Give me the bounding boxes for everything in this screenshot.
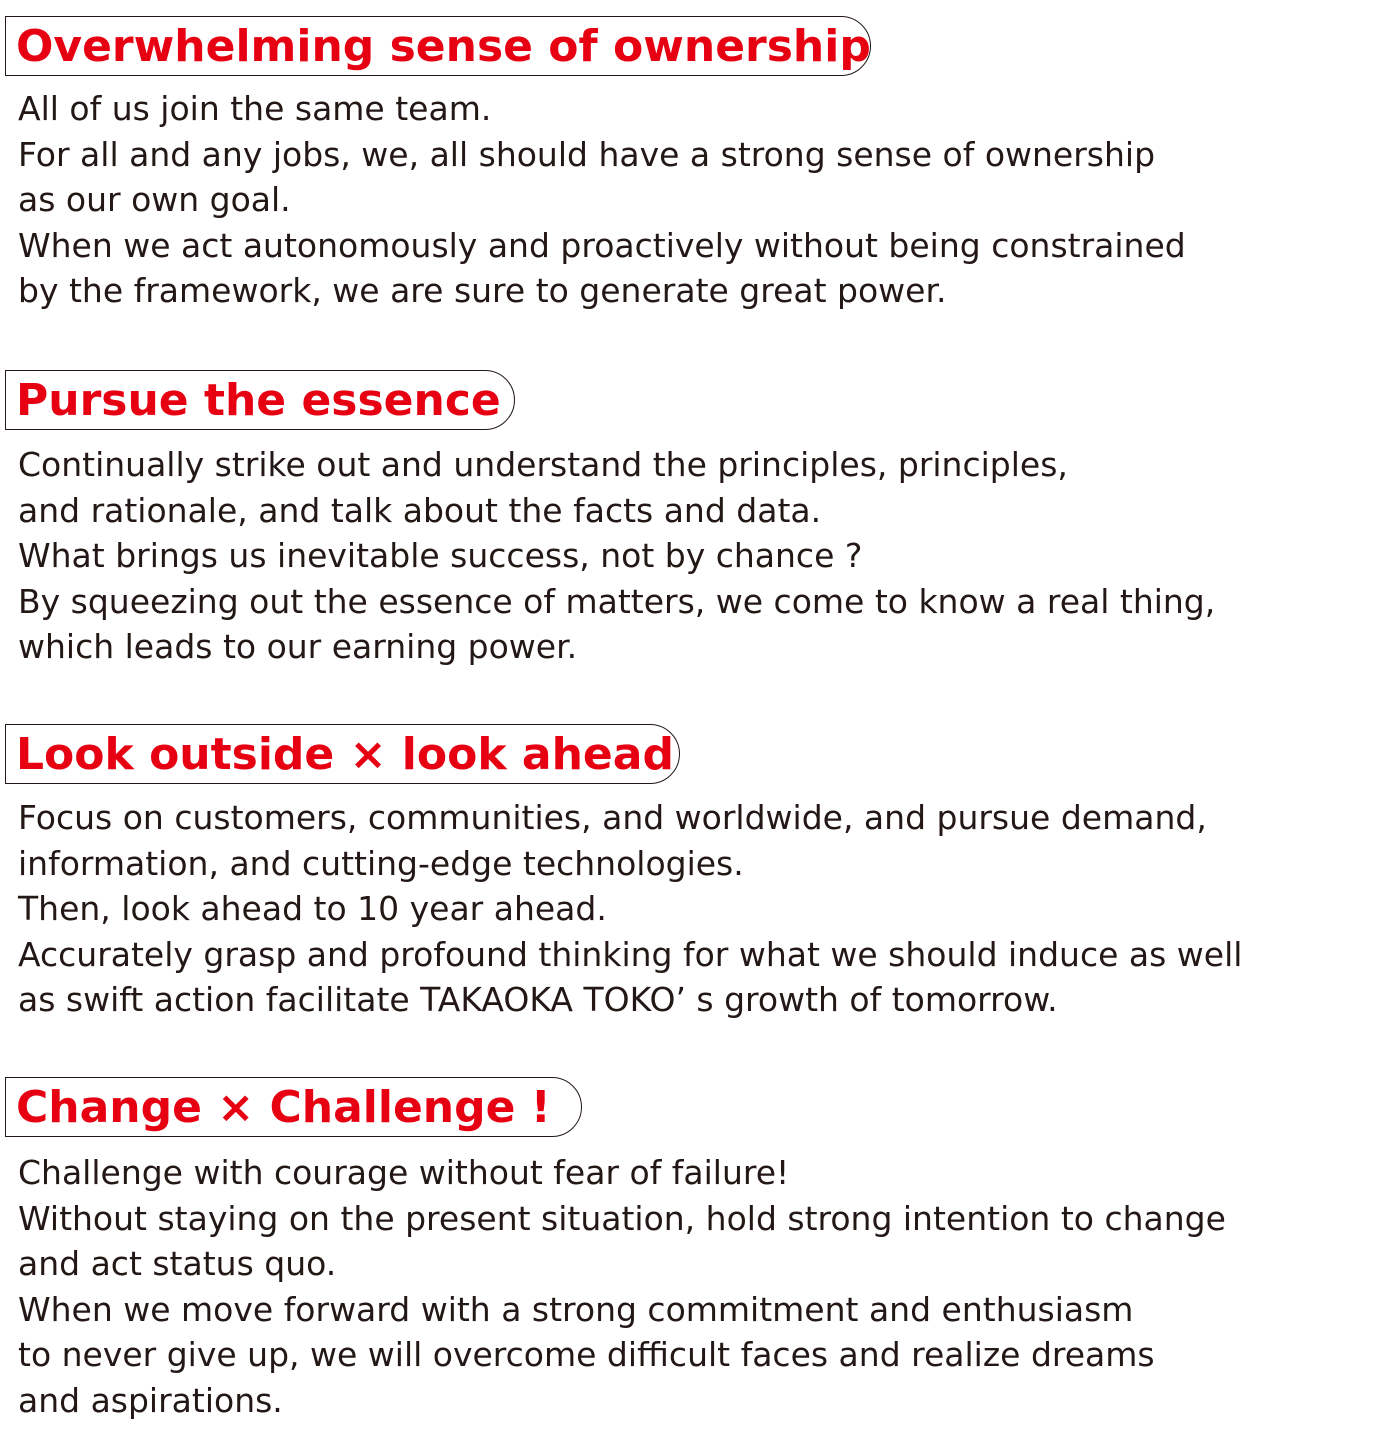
- body-line: Challenge with courage without fear of failure!: [18, 1153, 790, 1192]
- section-body: [18, 1150, 1226, 1423]
- body-line: and aspirations.: [18, 1380, 283, 1420]
- body-line: which leads to our earning power.: [18, 627, 578, 666]
- section-heading-box: [5, 1077, 582, 1137]
- section-body: [18, 795, 1242, 1023]
- section-heading: Look outside × look ahead: [16, 729, 674, 780]
- body-line: by the framework, we are sure to generate great power.: [18, 271, 947, 310]
- body-line: When we move forward with a strong commitment and enthusiasm: [18, 1289, 1134, 1329]
- body-line: For all and any jobs, we, all should have a strong sense of ownership: [18, 134, 1156, 174]
- body-line: All of us join the same team.: [18, 89, 492, 128]
- body-line: By squeezing out the essence of matters, we come to know a real thing,: [18, 581, 1216, 621]
- body-line: When we act autonomously and proactively without being constrained: [18, 225, 1186, 265]
- body-line: to never give up, we will overcome difficult faces and realize dreams: [18, 1335, 1155, 1374]
- section-body: [18, 86, 1186, 314]
- body-line: What brings us inevitable success, not by chance ?: [18, 536, 863, 575]
- body-line: Then, look ahead to 10 year ahead.: [18, 889, 607, 928]
- body-line: Continually strike out and understand the principles, principles,: [18, 445, 1068, 484]
- section-body: [18, 442, 1215, 670]
- body-line: Focus on customers, communities, and worldwide, and pursue demand,: [18, 798, 1207, 837]
- section-heading: Overwhelming sense of ownership: [16, 21, 871, 72]
- body-line: and act status quo.: [18, 1244, 337, 1283]
- section-heading-box: [5, 370, 515, 430]
- section-heading-box: [5, 16, 871, 76]
- body-line: as our own goal.: [18, 180, 291, 219]
- body-line: information, and cutting-edge technologies.: [18, 843, 744, 883]
- body-line: as swift action facilitate TAKAOKA TOKO’ s growth of tomorrow.: [18, 980, 1058, 1019]
- section-heading-box: [5, 724, 680, 784]
- body-line: Accurately grasp and profound thinking for what we should induce as well: [18, 934, 1243, 974]
- body-line: and rationale, and talk about the facts and data.: [18, 490, 822, 530]
- section-heading: Pursue the essence: [16, 375, 501, 426]
- body-line: Without staying on the present situation, hold strong intention to change: [18, 1198, 1226, 1238]
- section-heading: Change × Challenge !: [16, 1082, 551, 1133]
